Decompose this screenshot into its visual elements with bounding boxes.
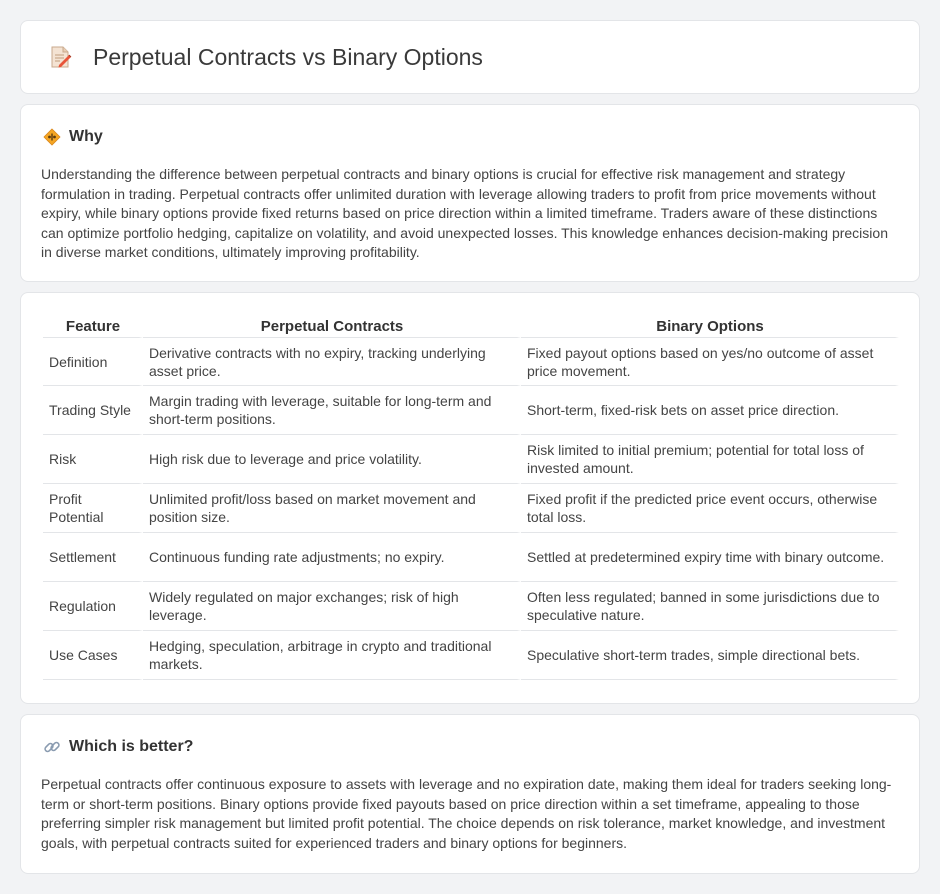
perpetual-cell: Hedging, speculation, arbitrage in crypto and traditional markets. [143, 631, 521, 680]
link-icon [43, 738, 61, 756]
which-is-better-heading: Which is better? [69, 738, 194, 755]
feature-cell: Use Cases [43, 631, 143, 680]
binary-cell: Settled at predetermined expiry time with binary outcome. [521, 533, 899, 582]
binary-cell: Risk limited to initial premium; potential for total loss of invested amount. [521, 435, 899, 484]
feature-cell: Definition [43, 337, 143, 386]
feature-cell: Regulation [43, 582, 143, 631]
binary-cell: Short-term, fixed-risk bets on asset price direction. [521, 386, 899, 435]
why-section [20, 104, 920, 282]
perpetual-cell: Continuous funding rate adjustments; no expiry. [143, 533, 521, 582]
header-perpetual: Perpetual Contracts [260, 317, 404, 335]
comparison-table [43, 315, 899, 680]
table-row [43, 435, 899, 484]
why-body: Understanding the difference between perpetual contracts and binary options is crucial for effective risk management and strategy formulation in trading. Perpetual contracts offer unlimited duration with leverage allowing traders to profit from price movements without expiry, while binary options provide fixed returns based on price direction within a limited timeframe. Traders aware of these distinctions can optimize portfolio hedging, capitalize on volatility, and avoid unexpected losses. This knowledge enhances decision-making precision in diverse market conditions, ultimately improving profitability. [41, 166, 888, 260]
header-binary: Binary Options [656, 317, 764, 335]
binary-cell: Speculative short-term trades, simple directional bets. [521, 631, 899, 680]
table-row [43, 337, 899, 386]
header-feature: Feature [65, 317, 121, 335]
perpetual-cell: Margin trading with leverage, suitable for long-term and short-term positions. [143, 386, 521, 435]
table-row [43, 484, 899, 533]
table-row [43, 582, 899, 631]
feature-cell: Settlement [43, 533, 143, 582]
diamond-sign-icon [43, 128, 61, 146]
perpetual-cell: High risk due to leverage and price volatility. [143, 435, 521, 484]
perpetual-cell: Unlimited profit/loss based on market movement and position size. [143, 484, 521, 533]
table-row [43, 533, 899, 582]
which-is-better-body: Perpetual contracts offer continuous exposure to assets with leverage and no expiration date, making them ideal for traders seeking long-term or short-term positions. Binary options provide fixed payouts based on price direction within a set timeframe, appealing to those preferring simpler risk management but limited profit potential. The choice depends on risk tolerance, market knowledge, and investment goals, with perpetual contracts suited for experienced traders and binary options for beginners. [41, 776, 892, 851]
feature-cell: Profit Potential [43, 484, 143, 533]
binary-cell: Fixed payout options based on yes/no outcome of asset price movement. [521, 337, 899, 386]
page-title: Perpetual Contracts vs Binary Options [93, 43, 483, 70]
binary-cell: Often less regulated; banned in some jurisdictions due to speculative nature. [521, 582, 899, 631]
document-pencil-icon [47, 44, 73, 70]
feature-cell: Trading Style [43, 386, 143, 435]
perpetual-cell: Widely regulated on major exchanges; risk of high leverage. [143, 582, 521, 631]
perpetual-cell: Derivative contracts with no expiry, tracking underlying asset price. [143, 337, 521, 386]
why-heading: Why [69, 128, 103, 145]
binary-cell: Fixed profit if the predicted price event occurs, otherwise total loss. [521, 484, 899, 533]
which-is-better-section [20, 714, 920, 874]
feature-cell: Risk [43, 435, 143, 484]
table-row [43, 631, 899, 680]
comparison-table-card [20, 292, 920, 704]
table-header-row [43, 315, 899, 337]
table-row [43, 386, 899, 435]
header-card [20, 20, 920, 94]
